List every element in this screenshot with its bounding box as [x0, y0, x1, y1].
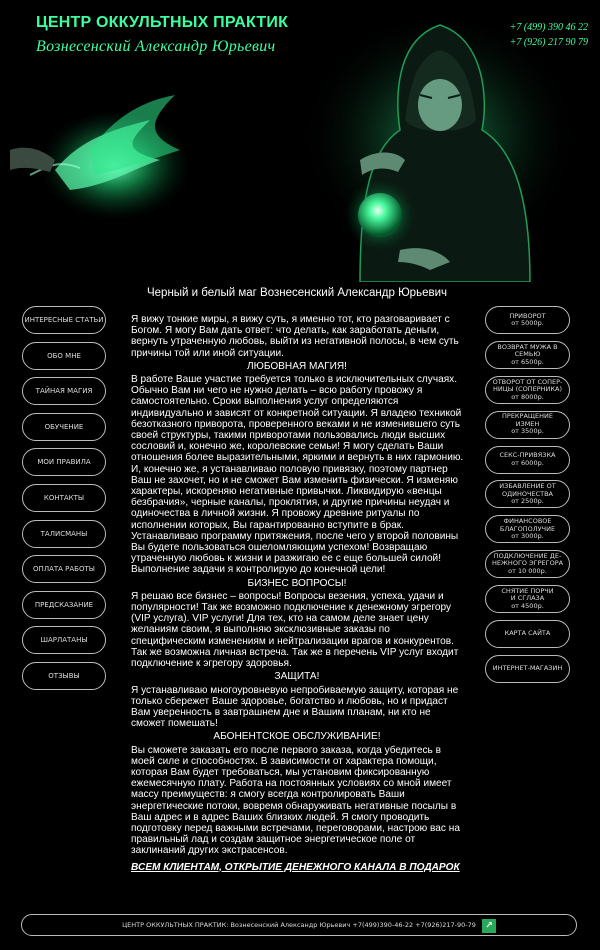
main-content	[128, 283, 466, 875]
service-label: ОДИНОЧЕСТВА	[501, 489, 554, 498]
nav-rules[interactable]: МОИ ПРАВИЛА	[22, 448, 106, 476]
service-love-spell[interactable]	[485, 306, 570, 334]
promo-link[interactable]: ВСЕМ КЛИЕНТАМ, ОТКРЫТИЕ ДЕНЕЖНОГО КАНАЛА В ПОДАРОК	[131, 861, 460, 873]
stats-counter-icon[interactable]: ↗	[482, 919, 496, 933]
service-price: от 8000р.	[511, 392, 544, 401]
nav-about[interactable]: ОБО МНЕ	[22, 342, 106, 370]
service-curse-removal[interactable]	[485, 585, 570, 613]
service-label: НЕЖНОГО ЭГРЕГОРА	[491, 559, 564, 568]
nav-articles[interactable]: ИНТЕРЕСНЫЕ СТАТЬИ	[22, 306, 106, 334]
section-text-protection: Я устанавливаю многоуровневую непробиваемую защиту, которая не только сбережет Ваше здоровье, богатство и любовь, но и придаст Вам уверенность в завтрашнем дне и Вашим планам, ни кто не сможет помешать!	[131, 684, 459, 730]
section-title-love: ЛЮБОВНАЯ МАГИЯ!	[247, 360, 347, 372]
service-price: от 4500р.	[511, 601, 544, 610]
service-label: СЕКС-ПРИВЯЗКА	[499, 451, 556, 460]
service-price: от 3500р.	[511, 427, 544, 436]
crystal-orb	[358, 193, 402, 237]
service-rival-removal[interactable]	[485, 376, 570, 404]
service-price: от 5000р.	[511, 319, 544, 327]
nav-sitemap[interactable]	[485, 620, 570, 648]
service-price: от 2500р.	[511, 497, 544, 506]
nav-contacts[interactable]: КОНТАКТЫ	[22, 484, 106, 512]
service-label: СЕМЬЮ	[514, 350, 541, 359]
intro-paragraph: Я вижу тонкие миры, я вижу суть, я именно тот, кто разговаривает с Богом. Я могу Вам дать ответ: что делать, как заработать деньги, вернуть утраченную любовь, выйти из негативной полосы, в чем суть причины той или иной ситуации.	[131, 314, 459, 359]
section-text-love: В работе Ваше участие требуется только в исключительных случаях. Обычно Вам ни чего не нужно делать – всю работу провожу я самостоятельно. Сроки выполнения услуг определяются индивидуально и зависят от конкретной ситуации. Я владею техникой безотказного приворота, проверенного веками и не изменившего суть своей структуры, такими приворотами пользовались люди высших сословий и, конечно же, королевские семьи! Я могу сделать Ваши отношения более выразительными, яркими и вернуть в них гармонию. И, конечно же, я устанавливаю половую привязку, поэтому партнер Ваш не захочет, но и не сможет Вам изменить физически. Я изменяю характеры, искореняю негативные привычки. Ликвидирую «венцы безбрачия», черные каналы, проклятия, и другие причины неудач и одиночества в личной жизни. Я провожу древние ритуалы по исполнении которых, Вы гарантированно вступите в брак. Устанавливаю программу притяжения, после чего у второй половины Вы будете пользоваться ошеломляющим успехом! Возвращаю утраченную любовь к жизни и разжигаю ее с еще большей силой! Выполнение задачи я контролирую до конечной цели!	[131, 374, 464, 576]
footer-text: ЦЕНТР ОККУЛЬТНЫХ ПРАКТИК: Вознесенский Александр Юрьевич +7(499)390-46-22 +7(926)217-90-79	[122, 921, 476, 929]
service-label: ПОДКЛЮЧЕНИЕ ДЕ-	[493, 551, 562, 560]
service-label: НИЦЫ (СОПЕРНИКА)	[492, 385, 563, 394]
service-label: БЛАГОПОЛУЧИЕ	[499, 524, 556, 533]
service-label: И СГЛАЗА	[510, 594, 545, 603]
service-label: ОТВОРОТ ОТ СОПЕР-	[492, 377, 563, 386]
nav-shop[interactable]	[485, 655, 570, 683]
service-stop-cheating[interactable]	[485, 411, 570, 439]
nav-payment[interactable]: ОПЛАТА РАБОТЫ	[22, 555, 106, 583]
services-navigation	[485, 306, 570, 690]
service-label: ПРИВОРОТ	[509, 311, 546, 320]
service-label: КАРТА САЙТА	[504, 629, 551, 638]
phone-1: +7 (499) 390 46 22	[509, 22, 588, 33]
service-label: ПРЕКРАЩЕНИЕ	[502, 412, 553, 421]
section-title-business: БИЗНЕС ВОПРОСЫ!	[247, 577, 347, 589]
nav-secret-magic[interactable]: ТАЙНАЯ МАГИЯ	[22, 377, 106, 405]
phone-2: +7 (926) 217 90 79	[509, 37, 588, 48]
service-label: СНЯТИЕ ПОРЧИ	[501, 586, 554, 595]
nav-charlatans[interactable]: ШАРЛАТАНЫ	[22, 626, 106, 654]
page-title: Черный и белый маг Вознесенский Александр Юрьевич	[146, 287, 447, 299]
service-price: от 10 000р.	[508, 566, 547, 575]
mage-face	[418, 79, 462, 131]
service-finance[interactable]	[485, 515, 570, 543]
service-label: ФИНАНСОВОЕ	[503, 517, 552, 526]
service-label: ИЗБАВЛЕНИЕ ОТ	[499, 482, 556, 491]
service-price: от 6500р.	[511, 357, 544, 366]
section-title-protection: ЗАЩИТА!	[274, 671, 320, 683]
site-title: ЦЕНТР ОККУЛЬТНЫХ ПРАКТИК	[36, 14, 289, 31]
service-price: от 6000р.	[511, 458, 544, 467]
left-navigation	[22, 306, 106, 698]
section-text-subscription: Вы сможете заказать его после первого заказа, когда убедитесь в моей силе и способностях. В зависимости от характера помощи, которая Вам будет требоваться, мы установим фиксированную ежемесячную плату. Работа на постоянных условиях со мной имеет массу преимуществ: я смогу всегда контролировать Ваши энергетические потоки, вовремя обнаруживать негативные посылы в Ваш адрес и в адрес Ваших близких людей. Я смогу проводить подготовку перед важными встречами, переговорами, настрою вас на правильный лад и создам защитное энергетическое поле от заклинаний других экстрасенсов.	[131, 744, 460, 857]
site-subtitle: Вознесенский Александр Юрьевич	[36, 38, 276, 55]
header-banner	[0, 0, 600, 282]
nav-training[interactable]: ОБУЧЕНИЕ	[22, 413, 106, 441]
service-price: от 3000р.	[511, 532, 544, 541]
nav-reviews[interactable]: ОТЗЫВЫ	[22, 662, 106, 690]
service-loneliness[interactable]	[485, 480, 570, 508]
service-return-husband[interactable]	[485, 341, 570, 369]
section-text-business: Я решаю все бизнес – вопросы! Вопросы везения, успеха, удачи и популярности! Так же возможно подключение к денежному эгрегору (VIP услуга). VIP услуги! Для тех, кто на самом деле знает цену желаниям своим, я выполняю эксклюзивные заказы по специфическим изменениям и нейтрализации врагов и конкурентов. Так же возможна личная встреча. Так же в перечень VIP услуг входит подключение к эгрегору здоровья.	[131, 590, 459, 670]
service-label: ВОЗВРАТ МУЖА В	[497, 342, 558, 351]
section-title-subscription: АБОНЕНТСКОЕ ОБСЛУЖИВАНИЕ!	[213, 731, 381, 743]
nav-talismans[interactable]: ТАЛИСМАНЫ	[22, 520, 106, 548]
service-money-egregor[interactable]	[485, 550, 570, 578]
service-sex-binding[interactable]	[485, 446, 570, 474]
service-label: ИНТЕРНЕТ-МАГАЗИН	[492, 664, 563, 673]
nav-prediction[interactable]: ПРЕДСКАЗАНИЕ	[22, 591, 106, 619]
service-label: ИЗМЕН	[515, 419, 540, 428]
footer	[21, 914, 577, 936]
